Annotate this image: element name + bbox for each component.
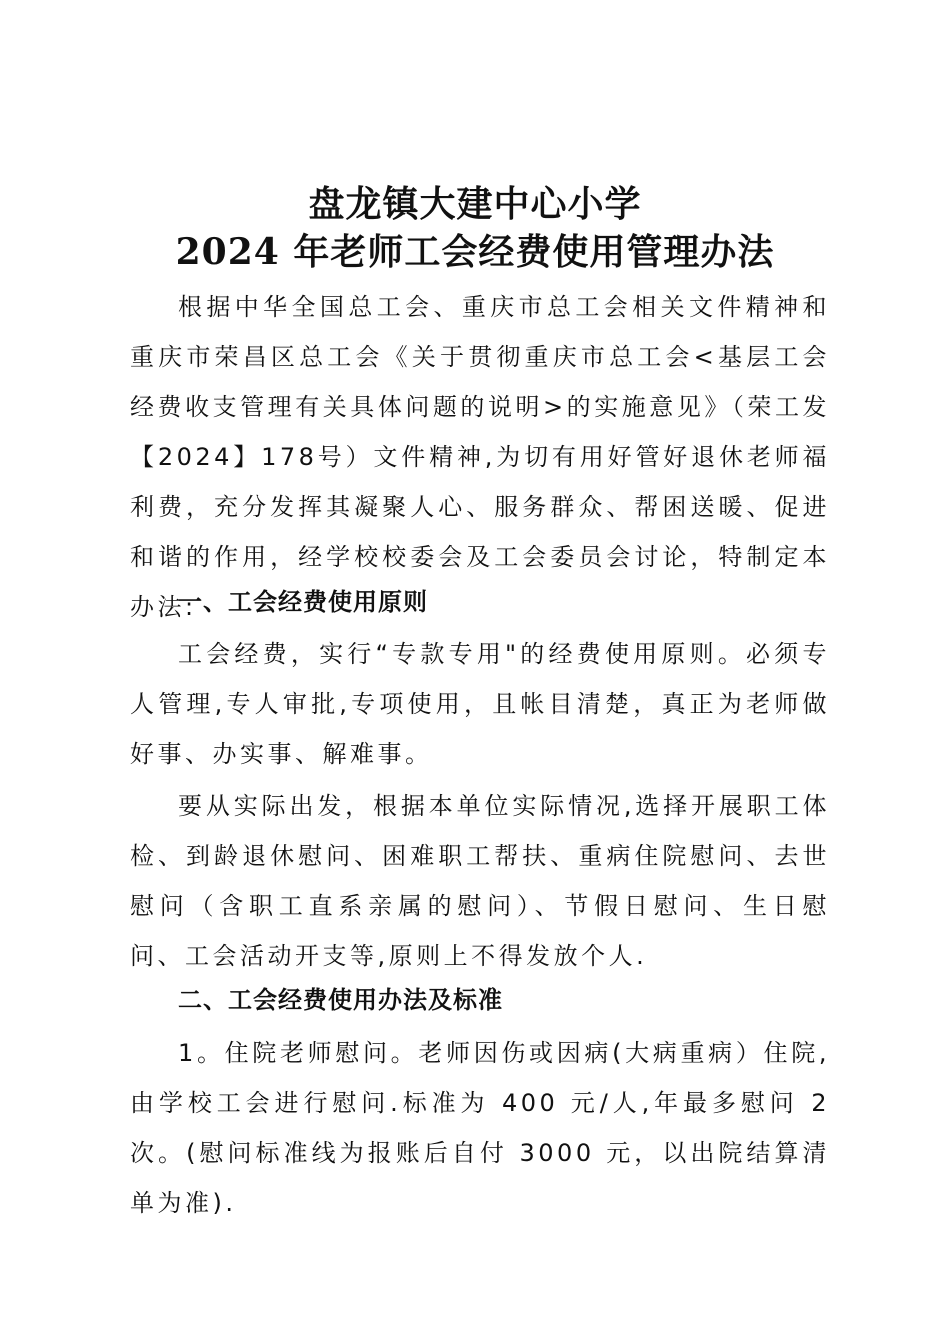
principles-paragraph-1: 工会经费，实行“专款专用"的经费使用原则。必须专人管理,专人审批,专项使用，且帐目清楚，真正为老师做好事、办实事、解难事。 <box>130 640 830 768</box>
section-heading-principles: 一、工会经费使用原则 <box>178 588 428 616</box>
section-heading-standards: 二、工会经费使用办法及标准 <box>178 986 503 1014</box>
document-title-line-1: 盘龙镇大建中心小学 <box>308 183 642 225</box>
document-title-line-2: 2024 年老师工会经费使用管理办法 <box>175 231 775 273</box>
standards-paragraph-1: 1。住院老师慰问。老师因伤或因病(大病重病）住院,由学校工会进行慰问.标准为 400 元/人,年最多慰问 2 次。(慰问标准线为报账后自付 3000 元，以出院结算清单为准). <box>130 1039 830 1217</box>
intro-paragraph: 根据中华全国总工会、重庆市总工会相关文件精神和重庆市荣昌区总工会《关于贯彻重庆市总工会<基层工会经费收支管理有关具体问题的说明>的实施意见》（荣工发【2024】178号）文件精神,为切有用好管好退休老师福利费，充分发挥其凝聚人心、服务群众、帮困送暖、促进和谐的作用，经学校校委会及工会委员会讨论，特制定本办法: <box>130 293 830 621</box>
principles-paragraph-2: 要从实际出发，根据本单位实际情况,选择开展职工体检、到龄退休慰问、困难职工帮扶、重病住院慰问、去世慰问（含职工直系亲属的慰问）、节假日慰问、生日慰问、工会活动开支等,原则上不得发放个人. <box>130 792 830 970</box>
